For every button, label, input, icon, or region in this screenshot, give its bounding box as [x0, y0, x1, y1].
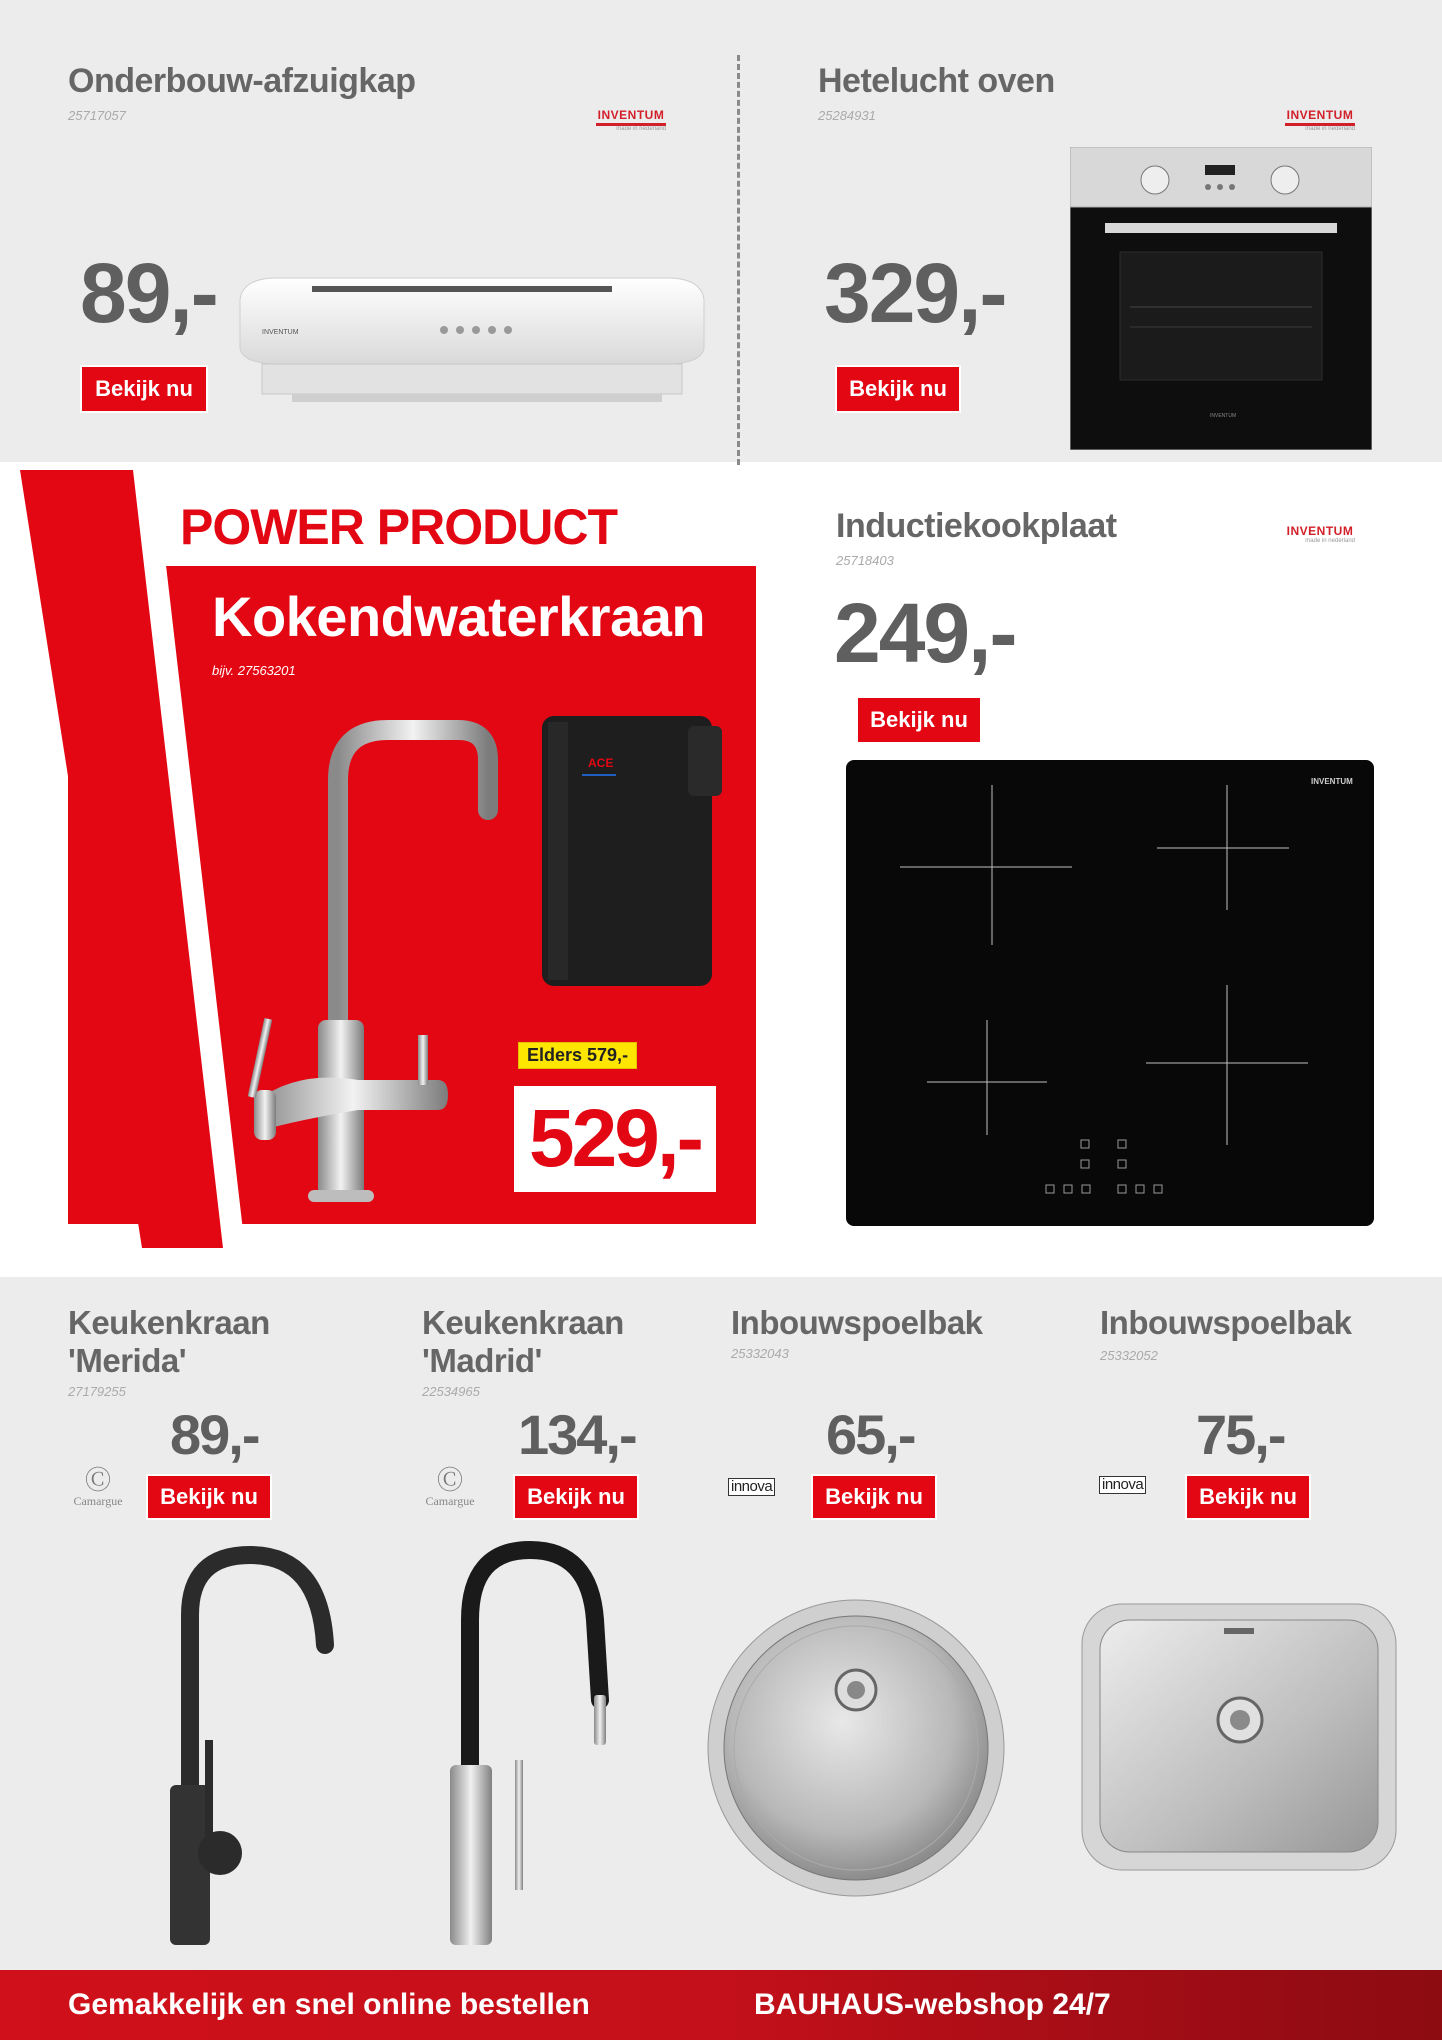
article-number: 25332043 [731, 1346, 789, 1361]
inventum-logo: INVENTUM made in nederland [1286, 524, 1355, 544]
article-number: 22534965 [422, 1384, 480, 1399]
product-title: Inbouwspoelbak [1100, 1304, 1352, 1341]
product-title: Kokendwaterkraan [212, 585, 706, 648]
price: 134,- [518, 1403, 636, 1466]
product-title: Onderbouw-afzuigkap [68, 62, 416, 100]
induction-hob-image [846, 760, 1374, 1226]
bekijk-nu-button[interactable]: Bekijk nu [856, 696, 982, 744]
oven-brand-label: INVENTUM [1210, 413, 1237, 419]
range-hood-image [232, 270, 712, 410]
innova-logo: innova [728, 1478, 775, 1496]
boiling-water-tap-image [218, 700, 518, 1215]
price: 89,- [170, 1403, 259, 1466]
elders-price-badge: Elders 579,- [518, 1042, 637, 1069]
bekijk-nu-button[interactable]: Bekijk nu [80, 365, 208, 413]
camargue-logo: Ⓒ Camargue [73, 1466, 123, 1508]
oven-image [1070, 147, 1372, 450]
innova-logo: innova [1099, 1476, 1146, 1494]
price: 65,- [826, 1403, 915, 1466]
inventum-logo: INVENTUM made in nederland [1286, 108, 1355, 132]
footer-right-text: BAUHAUS-webshop 24/7 [754, 1988, 1111, 2021]
boiler-brand-logo: ACE [588, 756, 614, 770]
power-price: 529,- [514, 1086, 716, 1192]
bekijk-nu-button[interactable]: Bekijk nu [1185, 1474, 1311, 1520]
price: 329,- [824, 246, 1006, 340]
bekijk-nu-button[interactable]: Bekijk nu [835, 365, 961, 413]
article-number: 25718403 [836, 553, 894, 568]
rectangular-sink-image [1080, 1602, 1398, 1872]
article-number: 27179255 [68, 1384, 126, 1399]
product-title: Keukenkraan 'Merida' [68, 1304, 270, 1379]
product-title: Keukenkraan 'Madrid' [422, 1304, 624, 1379]
inventum-logo: INVENTUM made in nederland [597, 108, 666, 132]
madrid-tap-image [430, 1530, 630, 1950]
hood-brand-label: INVENTUM [262, 329, 299, 336]
product-title: Hetelucht oven [818, 62, 1055, 100]
article-number: 25717057 [68, 108, 126, 123]
hob-brand-label: INVENTUM [1311, 777, 1353, 786]
footer-left-text: Gemakkelijk en snel online bestellen [68, 1988, 590, 2021]
product-title: Inductiekookplaat [836, 507, 1117, 545]
footer-banner[interactable] [0, 1970, 1442, 2040]
round-sink-image [706, 1598, 1006, 1898]
bekijk-nu-button[interactable]: Bekijk nu [146, 1474, 272, 1520]
article-number: bijv. 27563201 [212, 663, 296, 678]
article-number: 25284931 [818, 108, 876, 123]
boiler-tank-image [538, 712, 730, 990]
camargue-logo: Ⓒ Camargue [425, 1466, 475, 1508]
dashed-divider [737, 55, 740, 465]
article-number: 25332052 [1100, 1348, 1158, 1363]
merida-tap-image [120, 1535, 340, 1955]
price: 75,- [1196, 1403, 1285, 1466]
price: 249,- [834, 586, 1016, 680]
price: 89,- [80, 246, 217, 340]
bekijk-nu-button[interactable]: Bekijk nu [513, 1474, 639, 1520]
power-product-heading: POWER PRODUCT [180, 499, 617, 555]
bekijk-nu-button[interactable]: Bekijk nu [811, 1474, 937, 1520]
product-title: Inbouwspoelbak [731, 1304, 983, 1341]
